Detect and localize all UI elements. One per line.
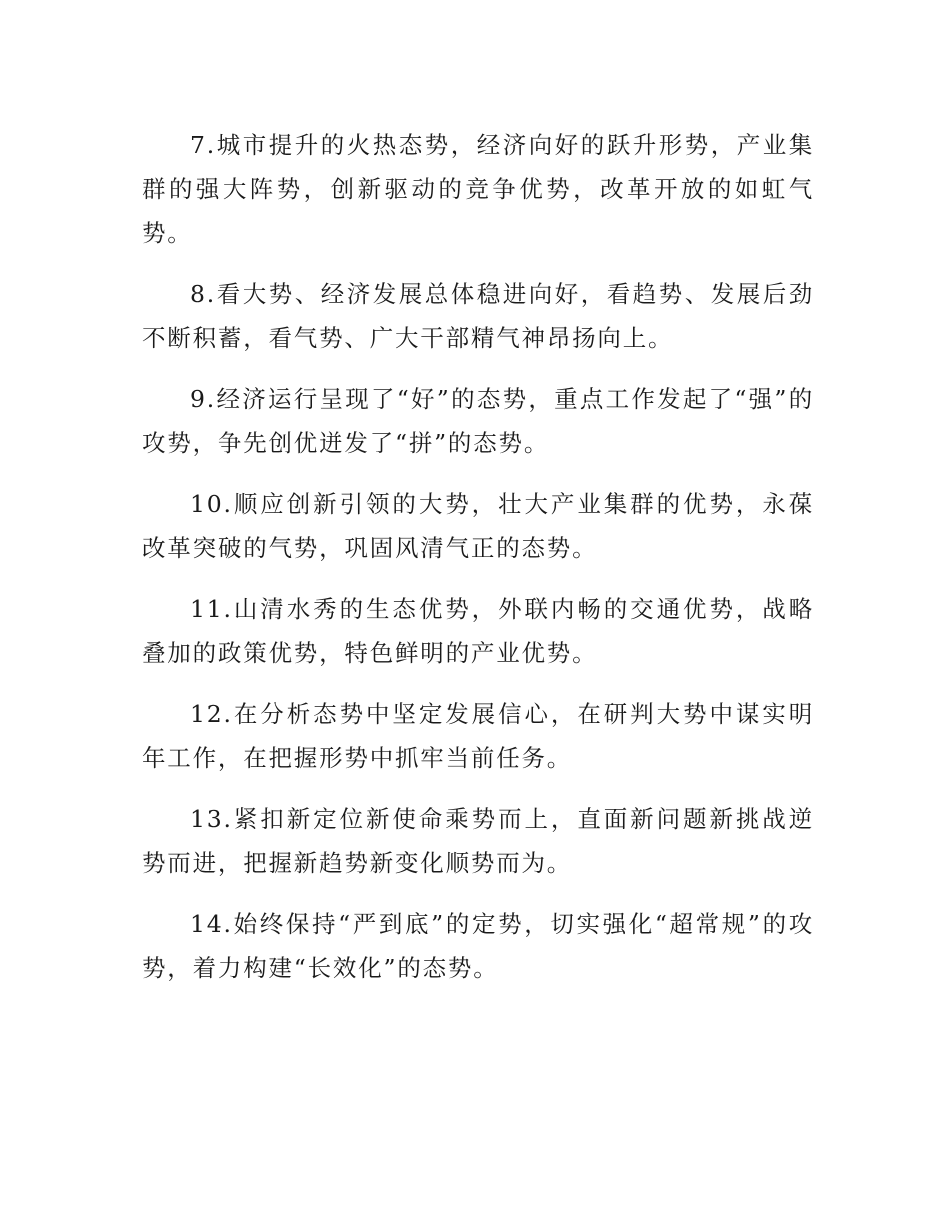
paragraph-8: 8.看大势、经济发展总体稳进向好，看趋势、发展后劲不断积蓄，看气势、广大干部精气神昂扬向上。	[142, 280, 814, 352]
paragraph-11: 11.山清水秀的生态优势，外联内畅的交通优势，战略叠加的政策优势，特色鲜明的产业优势。	[142, 595, 814, 667]
paragraph-9: 9.经济运行呈现了“好”的态势，重点工作发起了“强”的攻势，争先创优迸发了“拼”的态势。	[142, 385, 814, 457]
paragraph-10: 10.顺应创新引领的大势，壮大产业集群的优势，永葆改革突破的气势，巩固风清气正的态势。	[142, 490, 814, 562]
paragraph-12: 12.在分析态势中坚定发展信心，在研判大势中谋实明年工作，在把握形势中抓牢当前任务。	[142, 700, 814, 772]
document-body	[142, 123, 814, 1007]
paragraph-14: 14.始终保持“严到底”的定势，切实强化“超常规”的攻势，着力构建“长效化”的态势。	[142, 910, 814, 982]
paragraph-7: 7.城市提升的火热态势，经济向好的跃升形势，产业集群的强大阵势，创新驱动的竞争优势，改革开放的如虹气势。	[142, 131, 814, 247]
paragraph-13: 13.紧扣新定位新使命乘势而上，直面新问题新挑战逆势而进，把握新趋势新变化顺势而为。	[142, 805, 814, 877]
